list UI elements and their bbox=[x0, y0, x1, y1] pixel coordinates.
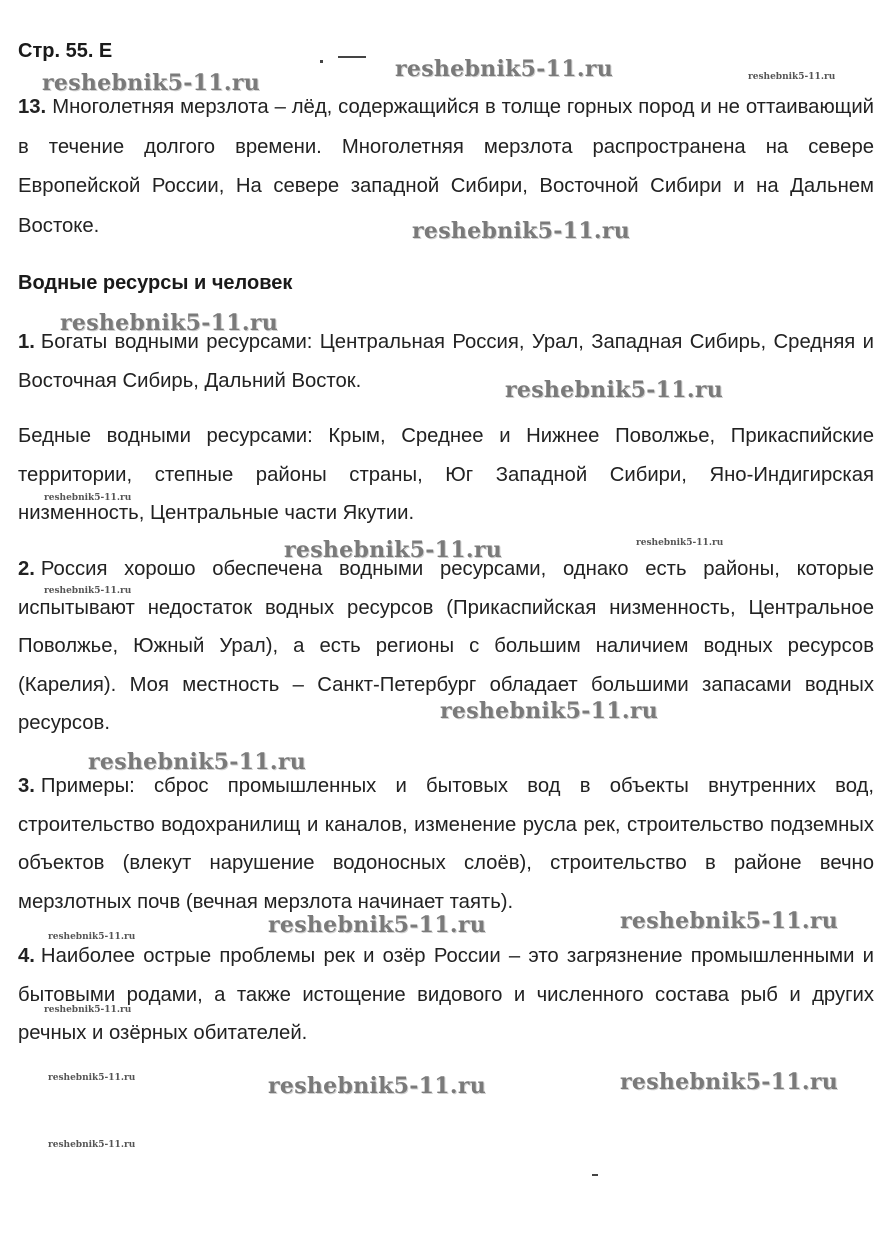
watermark: reshebnik5-11.ru bbox=[268, 1073, 487, 1099]
paragraph-number: 4. bbox=[18, 945, 35, 967]
paragraph-text: Россия хорошо обеспечена водными ресурсами, однако есть районы, которые испытывают недостаток водных ресурсов (Прикаспийская низменность, Центральное Поволжье, Южный Урал), а есть регионы с большим наличием водных ресурсов (Карелия). Моя местность – Санкт-Петербург обладает большими запасами водных ресурсов. bbox=[18, 558, 874, 734]
watermark: reshebnik5-11.ru bbox=[268, 912, 487, 938]
paragraph-text: Многолетняя мерзлота – лёд, содержащийся в толще горных пород и не оттаивающий в течение долгого времени. Многолетняя мерзлота распространена на севере Европейской России, На севере западной Сибири, Восточной Сибири и на Дальнем Востоке. bbox=[18, 96, 874, 237]
watermark: reshebnik5-11.ru bbox=[88, 749, 307, 775]
answer-3 bbox=[18, 767, 874, 921]
watermark: reshebnik5-11.ru bbox=[42, 70, 261, 96]
watermark: reshebnik5-11.ru bbox=[60, 310, 279, 336]
stray-mark bbox=[592, 1174, 598, 1176]
watermark: reshebnik5-11.ru bbox=[505, 377, 724, 403]
paragraph-number: 1. bbox=[18, 331, 35, 353]
intro-paragraph bbox=[18, 88, 874, 246]
watermark: reshebnik5-11.ru bbox=[412, 218, 631, 244]
answer-2 bbox=[18, 550, 874, 743]
watermark: reshebnik5-11.ru bbox=[48, 1140, 136, 1150]
watermark: reshebnik5-11.ru bbox=[44, 586, 132, 596]
paragraph-text: Бедные водными ресурсами: Крым, Среднее и Нижнее Поволжье, Прикаспийские территории, степные районы страны, Юг Западной Сибири, Яно-Индигирская низменность, Центральные части Якутии. bbox=[18, 425, 874, 524]
watermark: reshebnik5-11.ru bbox=[48, 1073, 136, 1083]
watermark: reshebnik5-11.ru bbox=[620, 1069, 839, 1095]
watermark: reshebnik5-11.ru bbox=[440, 698, 659, 724]
watermark: reshebnik5-11.ru bbox=[636, 538, 724, 548]
paragraph-text: Наиболее острые проблемы рек и озёр России – это загрязнение промышленными и бытовыми родами, а также истощение видового и численного состава рыб и других речных и озёрных обитателей. bbox=[18, 945, 874, 1044]
section-title: Водные ресурсы и человек bbox=[18, 272, 293, 294]
answer-1 bbox=[18, 323, 874, 400]
paragraph-number: 2. bbox=[18, 558, 35, 580]
header-fragment-mark bbox=[320, 60, 323, 63]
watermark: reshebnik5-11.ru bbox=[395, 56, 614, 82]
answer-4 bbox=[18, 937, 874, 1053]
page-header: Стр. 55. Е bbox=[18, 40, 113, 62]
watermark: reshebnik5-11.ru bbox=[48, 932, 136, 942]
watermark: reshebnik5-11.ru bbox=[748, 72, 836, 82]
paragraph-text: Примеры: сброс промышленных и бытовых вод в объекты внутренних вод, строительство водохранилищ и каналов, изменение русла рек, строительство подземных объектов (влекут нарушение водоносных слоёв), строительство в районе вечно мерзлотных почв (вечная мерзлота начинает таять). bbox=[18, 775, 874, 913]
paragraph-number: 13. bbox=[18, 96, 47, 118]
watermark: reshebnik5-11.ru bbox=[44, 493, 132, 503]
paragraph-text: Богаты водными ресурсами: Центральная Россия, Урал, Западная Сибирь, Средняя и Восточная Сибирь, Дальний Восток. bbox=[18, 331, 874, 392]
header-fragment-mark bbox=[338, 56, 366, 58]
watermark: reshebnik5-11.ru bbox=[284, 537, 503, 563]
watermark: reshebnik5-11.ru bbox=[44, 1005, 132, 1015]
watermark: reshebnik5-11.ru bbox=[620, 908, 839, 934]
answer-1-continued bbox=[18, 417, 874, 533]
paragraph-number: 3. bbox=[18, 775, 35, 797]
